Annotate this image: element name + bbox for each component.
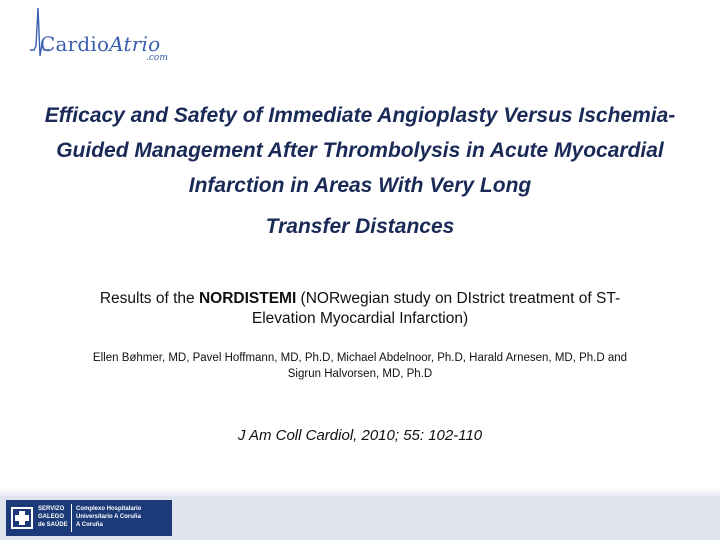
complexo-line-3: A Coruña xyxy=(76,522,103,528)
logo-suffix: .com xyxy=(146,53,168,63)
study-acronym: NORDISTEMI xyxy=(198,290,297,307)
logo-wordmark xyxy=(40,32,160,56)
complexo-line-2: Universitario A Coruña xyxy=(76,514,141,520)
slide-title: Efficacy and Safety of Immediate Angioplasty Versus Ischemia-Guided Management After Thrombolysis in Acute Myocardial Infarction in Areas With Very Long xyxy=(44,104,676,197)
complexo-hospitalario-label xyxy=(76,505,170,529)
sergas-emblem-icon xyxy=(10,506,34,530)
servizo-line-3: de SAÚDE xyxy=(38,522,68,528)
logo-word-cardio: Cardio xyxy=(40,32,110,56)
journal-citation: J Am Coll Cardiol, 2010; 55: 102-110 xyxy=(237,427,483,444)
results-suffix: (NORwegian study on DIstrict treatment of ST-Elevation Myocardial Infarction) xyxy=(251,290,621,327)
cardioatrio-logo xyxy=(28,6,188,62)
footer-divider xyxy=(71,504,72,532)
complexo-line-1: Complexo Hospitalario xyxy=(76,506,142,512)
study-description xyxy=(70,289,650,329)
servizo-galego-label xyxy=(38,505,68,529)
servizo-line-2: GALEGO xyxy=(38,514,65,520)
servizo-line-1: SERVIZO xyxy=(38,506,65,512)
logo-word-atrio: Atrio xyxy=(109,32,161,56)
slide-title-continuation: Transfer Distances xyxy=(265,215,455,238)
results-prefix: Results of the xyxy=(99,290,199,307)
author-list: Ellen Bøhmer, MD, Pavel Hoffmann, MD, Ph.D, Michael Abdelnoor, Ph.D, Harald Arnesen, MD, Ph.D and Sigrun Halvorsen, MD, Ph.D xyxy=(92,352,628,380)
